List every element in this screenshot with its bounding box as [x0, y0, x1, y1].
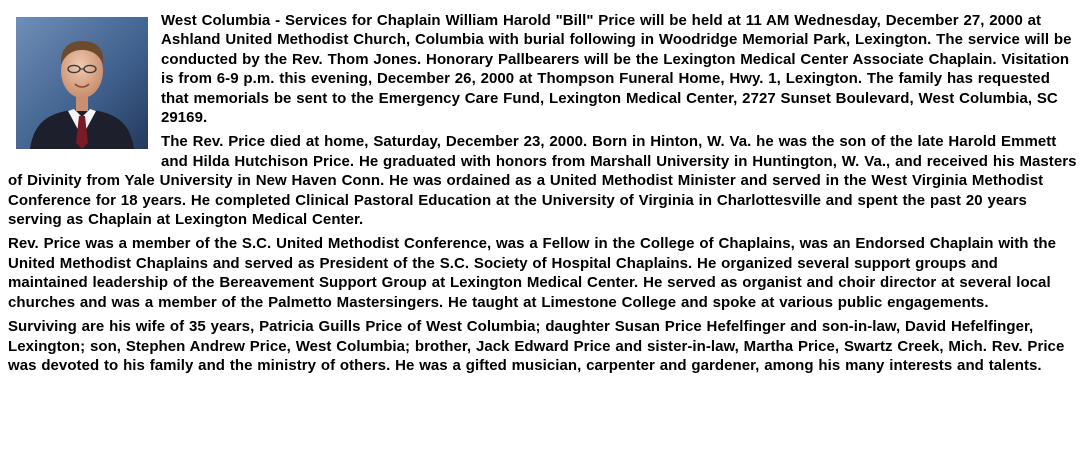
obituary-paragraph-biography: The Rev. Price died at home, Saturday, December 23, 2000. Born in Hinton, W. Va. he was the son of the late Harold Emmett and Hilda Hutchison Price. He graduated with honors from Marshall University in Huntington, W. Va., and received his Masters of Divinity from Yale University in New Haven Conn. He was ordained as a United Methodist Minister and served in the West Virginia Methodist Conference for 18 years. He completed Clinical Pastoral Education at the University of Virginia in Charlottesville and spent the past 20 years serving as Chaplain at Lexington Medical Center. [8, 133, 1077, 229]
obituary-paragraph-services: West Columbia - Services for Chaplain William Harold "Bill" Price will be held at 11 AM Wednesday, December 27, 2000 at Ashland United Methodist Church, Columbia with burial following in Woodridge Memorial Park, Lexington. The service will be conducted by the Rev. Thom Jones. Honorary Pallbearers will be the Lexington Medical Center Associate Chaplain. Visitation is from 6-9 p.m. this evening, December 26, 2000 at Thompson Funeral Home, Hwy. 1, Lexington. The family has requested that memorials be sent to the Emergency Care Fund, Lexington Medical Center, 2727 Sunset Boulevard, West Columbia, SC 29169. [161, 12, 1072, 127]
portrait-icon [16, 17, 148, 149]
obituary-paragraph-survivors: Surviving are his wife of 35 years, Patricia Guills Price of West Columbia; daughter Susan Price Hefelfinger and son-in-law, David Hefelfinger, Lexington; son, Stephen Andrew Price, West Columbia; brother, Jack Edward Price and sister-in-law, Martha Price, Swartz Creek, Mich. Rev. Price was devoted to his family and the ministry of others. He was a gifted musician, carpenter and gardener, among his many interests and talents. [8, 318, 1065, 374]
portrait-photo [16, 17, 148, 149]
obituary-paragraph-memberships: Rev. Price was a member of the S.C. United Methodist Conference, was a Fellow in the College of Chaplains, was an Endorsed Chaplain with the United Methodist Chaplains and served as President of the S.C. Society of Hospital Chaplains. He organized several support groups and maintained leadership of the Bereavement Support Group at Lexington Medical Center. He served as organist and choir director at several local churches and was a member of the Palmetto Mastersingers. He taught at Limestone College and spoke at various public engagements. [8, 235, 1056, 311]
